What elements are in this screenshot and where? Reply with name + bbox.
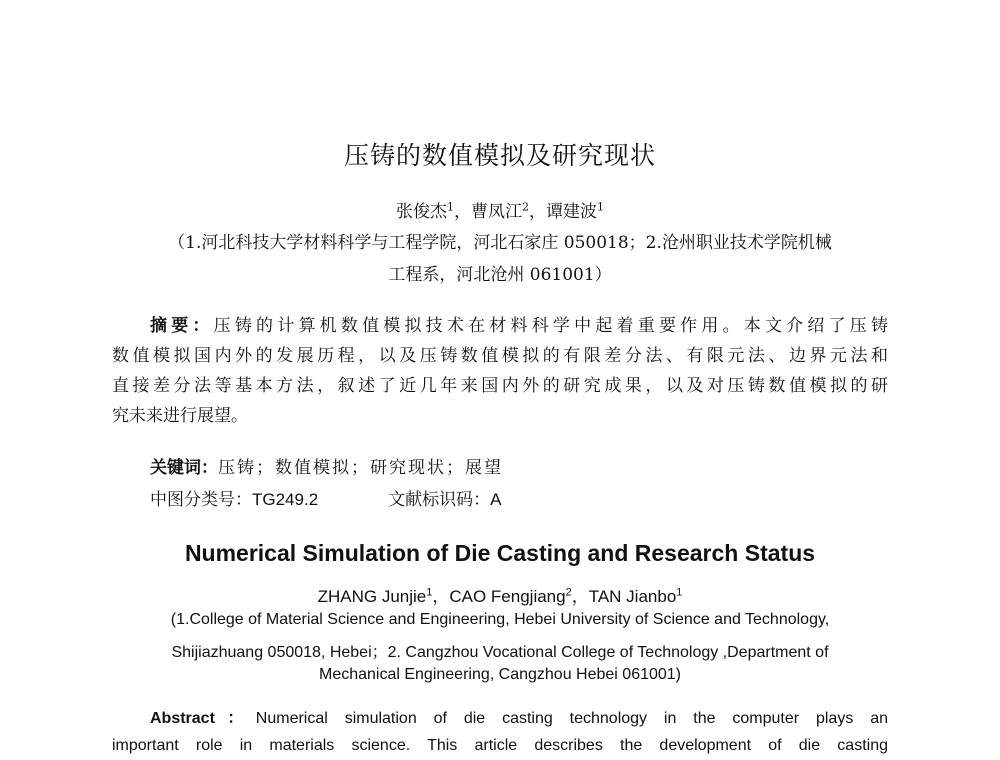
doc-code-label: 文献标识码： [388, 490, 491, 510]
author-separator: ， [454, 202, 471, 222]
english-title: Numerical Simulation of Die Casting and Research Status [184, 540, 816, 566]
author-affiliation-mark: 2 [522, 200, 529, 214]
english-affiliation-line: Mechanical Engineering, Cangzhou Hebei 061001) [318, 666, 682, 683]
abstract-text: Numerical simulation of die casting technology in the computer plays an [255, 710, 888, 727]
english-authors [0, 582, 1000, 607]
abstract-line: important role in materials science. This article describes the development of die casting [112, 737, 888, 754]
chinese-title: 压铸的数值模拟及研究现状 [343, 141, 656, 170]
abstract-line: 数值模拟国内外的发展历程，以及压铸数值模拟的有限差分法、有限元法、边界元法和 [112, 346, 888, 366]
author-affiliation-mark: 1 [426, 586, 433, 599]
chinese-affiliation-line: （1.河北科技大学材料科学与工程学院，河北石家庄 050018；2.沧州职业技术学院机械 [168, 233, 832, 253]
english-affiliation-line: (1.College of Material Science and Engineering, Hebei University of Science and Technology, [170, 611, 830, 628]
abstract-line: 直接差分法等基本方法，叙述了近几年来国内外的研究成果，以及对压铸数值模拟的研 [112, 376, 888, 396]
chinese-keywords [150, 453, 503, 478]
author-name: 张俊杰 [396, 202, 447, 222]
english-abstract [112, 705, 888, 759]
keywords-label: 关键词： [150, 458, 218, 478]
author-separator: ， [529, 202, 546, 222]
clc-value: TG249.2 [252, 490, 319, 509]
author-affiliation-mark: 2 [565, 586, 572, 599]
author-name: TAN Jianbo [588, 587, 677, 606]
author-name: CAO Fengjiang [449, 587, 566, 606]
abstract-line: 究未来进行展望。 [112, 406, 248, 426]
author-affiliation-mark: 1 [676, 586, 683, 599]
author-name: 曹凤江 [471, 202, 522, 222]
author-name: 谭建波 [546, 202, 597, 222]
chinese-abstract [112, 311, 888, 431]
abstract-line [112, 705, 888, 732]
chinese-authors [0, 197, 1000, 222]
chinese-affiliation-line: 工程系，河北沧州 061001） [388, 265, 612, 285]
chinese-classification [150, 485, 502, 510]
abstract-text: 压铸的计算机数值模拟技术在材料科学中起着重要作用。本文介绍了压铸 [213, 316, 889, 336]
author-separator: ， [571, 587, 589, 606]
clc-label: 中图分类号： [150, 490, 252, 510]
author-affiliation-mark: 1 [447, 200, 454, 214]
abstract-line [112, 311, 888, 341]
abstract-label: 摘要： [150, 316, 214, 336]
keywords-text: 压铸；数值模拟；研究现状；展望 [218, 458, 503, 478]
doc-code-value: A [490, 490, 502, 509]
author-separator: ， [432, 587, 450, 606]
author-name: ZHANG Junjie [317, 587, 427, 606]
author-affiliation-mark: 1 [597, 200, 604, 214]
abstract-label: Abstract： [150, 710, 256, 727]
english-affiliation-line: Shijiazhuang 050018, Hebei；2. Cangzhou Vocational College of Technology ,Department of [171, 644, 829, 661]
